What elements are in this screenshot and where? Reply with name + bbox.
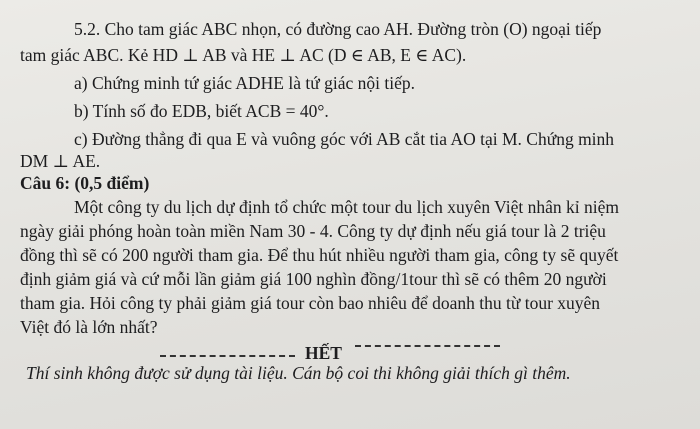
question-6-line-1: Một công ty du lịch dự định tổ chức một tour du lịch xuyên Việt nhân kỉ niệm xyxy=(74,197,619,217)
question-6-line-3: đồng thì sẽ có 200 người tham gia. Để thu hút nhiều người tham gia, công ty sẽ quyết xyxy=(20,245,619,265)
problem-5-2-part-c: c) Đường thẳng đi qua E và vuông góc với AB cắt tia AO tại M. Chứng minh xyxy=(74,129,615,149)
question-6-line-4: định giảm giá và cứ mỗi lần giảm giá 100 nghìn đồng/1tour thì sẽ có thêm 20 người xyxy=(20,269,607,289)
end-divider-right xyxy=(355,345,500,347)
problem-5-2-part-a: a) Chứng minh tứ giác ADHE là tứ giác nội tiếp. xyxy=(74,73,415,93)
problem-5-2-part-c-cont: DM ⊥ AE. xyxy=(20,151,101,171)
question-6-line-6: Việt đó là lớn nhất? xyxy=(20,317,158,337)
question-6-line-5: tham gia. Hỏi công ty phải giảm giá tour còn bao nhiêu để doanh thu từ tour xuyên xyxy=(20,293,601,313)
question-6-heading: Câu 6: (0,5 điểm) xyxy=(20,173,150,193)
end-divider-left xyxy=(160,355,295,357)
question-6-line-2: ngày giải phóng hoàn toàn miền Nam 30 - 4. Công ty dự định nếu giá tour là 2 triệu xyxy=(20,221,606,241)
footer-note: Thí sinh không được sử dụng tài liệu. Cán bộ coi thi không giải thích gì thêm. xyxy=(26,363,571,383)
end-label: HẾT xyxy=(305,343,342,363)
problem-5-2-part-b: b) Tính số đo EDB, biết ACB = 40°. xyxy=(74,101,329,121)
problem-5-2-line-2: tam giác ABC. Kẻ HD ⊥ AB và HE ⊥ AC (D ∈ AB, E ∈ AC). xyxy=(20,45,467,65)
problem-5-2-line-1: 5.2. Cho tam giác ABC nhọn, có đường cao AH. Đường tròn (O) ngoại tiếp xyxy=(74,19,602,39)
